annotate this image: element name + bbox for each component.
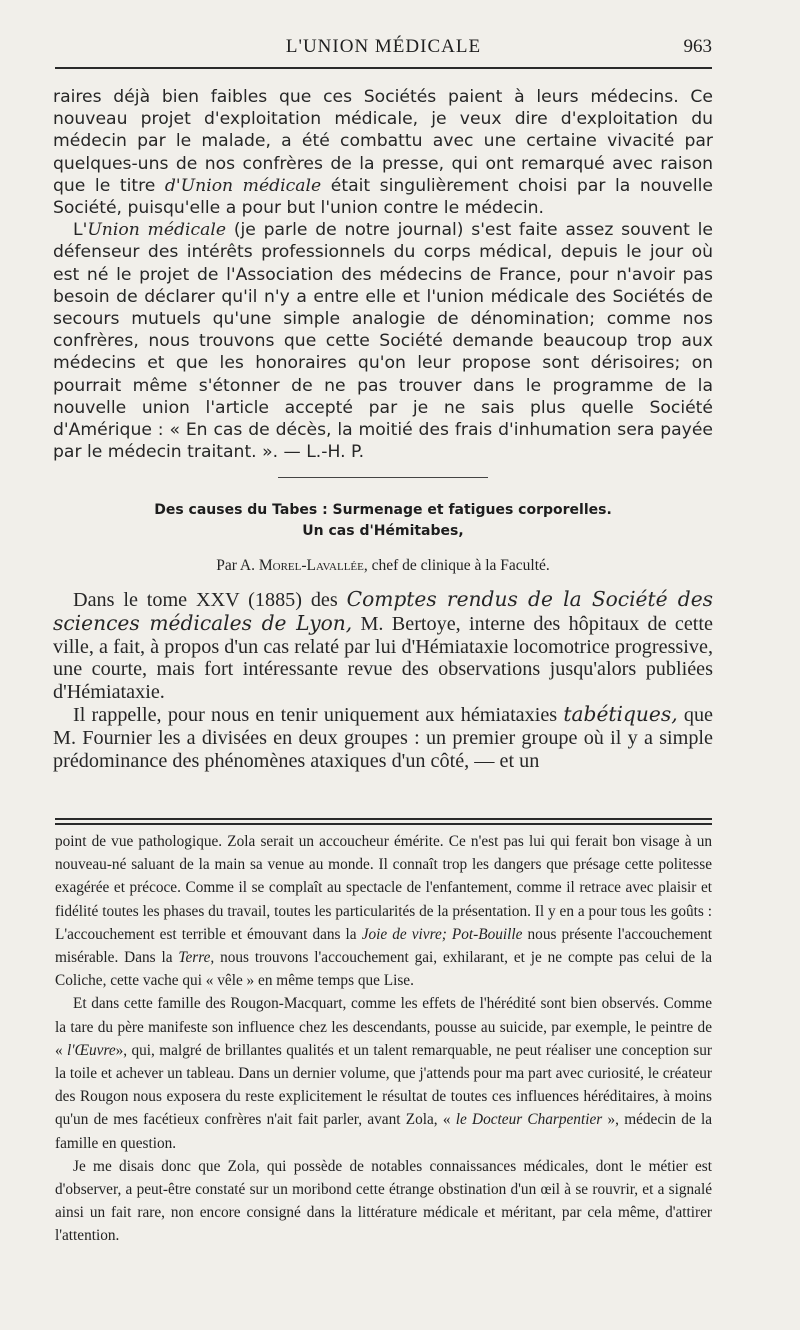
fn1-b: nous présente l'accouchement misérable. Dans la — [55, 925, 713, 967]
page-header — [55, 32, 712, 62]
article-title-line-1: Des causes du Tabes : Surmenage et fatigues corporelles. — [154, 502, 612, 519]
article-title-line-2: Un cas d'Hémitabes, — [302, 523, 464, 540]
running-title: L'UNION MÉDICALE — [285, 36, 482, 57]
article-title — [53, 500, 713, 542]
para1-b: M. Bertoye, interne des hôpitaux de cette ville, a fait, à propos d'un cas relaté par lui d'Hémiataxie locomotrice progressive, une courte, mais fort intéressante revue des observations jusqu'alors publiées d'Hémiataxie. — [53, 613, 713, 703]
para2-a: Il rappelle, pour nous en tenir uniquement aux hémiataxies — [73, 704, 558, 727]
fn2-italic-1: l'Œuvre — [67, 1041, 116, 1059]
article-paragraph-2 — [53, 703, 713, 772]
p2-italic: Union médicale — [87, 220, 227, 241]
para2-b: que M. Fournier les a divisées en deux groupes : un premier groupe où il y a simple prédominance des phénomènes ataxiques d'un côté, — et un — [53, 704, 714, 772]
fn1-italic-2: Terre, — [178, 949, 215, 967]
page-number: 963 — [683, 36, 712, 57]
fn2-c: », médecin de la famille en question. — [55, 1111, 712, 1152]
footnote-rules — [55, 818, 712, 828]
fn1-a: point de vue pathologique. Zola serait un accoucheur émérite. Ce n'est pas lui qui ferait bon visage à un nouveau-né saluant de la main sa venue au monde. Il connaît trop les dangers que présage cette politesse exagérée et précoce. Comme il se complaît au spectacle de l'enfantement, comme il retrace avec plaisir et fidélité toutes les phases du travail, toutes les particularités de la présentation. Il y en a pour tous les goûts : L'accouchement est terrible et émouvant dans la — [55, 833, 712, 943]
footnote — [55, 830, 712, 1248]
para2-italic: tabétiques, — [563, 702, 678, 727]
byline-author: Morel-Lavallée, — [258, 557, 368, 575]
byline-prefix: Par A. — [216, 557, 255, 575]
p1-end: était singulièrement choisi par la nouvelle Société, puisqu'elle a pour but l'union contre le médecin. — [53, 175, 714, 219]
article-byline — [53, 556, 713, 576]
section-divider — [278, 477, 488, 478]
footnote-rule-2 — [55, 823, 712, 825]
p2-rest: (je parle de notre journal) s'est faite assez souvent le défenseur des intérêts professionnels du corps médical, depuis le jour où est né le projet de l'Association des médecins de France, pour n'avoir pas besoin de déclarer qu'il n'y a entre elle et l'union médicale des Sociétés de secours mutuels qu'une simple analogie de dénomination; comme nos confrères, nous trouvons que cette Société demande beaucoup trop aux médecins et que les honoraires qu'on leur propose sont dérisoires; on pourrait même s'étonner de ne pas trouver dans le programme de la nouvelle union l'article accepté par je ne sais plus quelle Société d'Amérique : « En cas de décès, la moitié des frais d'inhumation sera payée par le médecin traitant. ». — L.-H. P. — [53, 220, 713, 463]
fn2-a: Et dans cette famille des Rougon-Macquart, comme les effets de l'hérédité sont bien observés. Comme la tare du père manifeste son influence chez les descendants, pousse au suicide, par exemple, le peintre de « — [55, 995, 712, 1059]
article-body — [53, 588, 713, 772]
fn1-italic-1: Joie de vivre; Pot-Bouille — [361, 925, 523, 943]
footnote-paragraph-3: Je me disais donc que Zola, qui possède de notables connaissances médicales, dont le métier est d'observer, a peut-être constaté sur un moribond cette étrange obstination d'un œil à se rouvrir, et a signalé ainsi un fait rare, non encore consigné dans la littérature médicale et méritant, par cela même, d'attirer l'attention. — [55, 1157, 712, 1245]
p1-text: raires déjà bien faibles que ces Sociétés paient à leurs médecins. Ce nouveau projet d'exploitation médicale, je veux dire d'exploitation du médecin par le malade, a été combattu avec une certaine vivacité par quelques-uns de nos confrères de la presse, qui ont remarqué avec raison que le titre — [53, 87, 713, 196]
p2-start: L' — [73, 220, 88, 241]
footnote-rule-1 — [55, 818, 712, 820]
closing-paragraph-1 — [53, 86, 713, 219]
p1-italic: d'Union médicale — [164, 175, 322, 196]
footnote-paragraph-1 — [55, 830, 712, 992]
closing-paragraph-2 — [53, 219, 713, 463]
para1-italic: Comptes rendus de la Société des sciences médicales de Lyon, — [53, 587, 714, 636]
para1-a: Dans le tome XXV (1885) des — [73, 589, 338, 612]
fn2-b: », qui, malgré de brillantes qualités et un talent remarquable, ne peut réaliser une conception sur la toile et achever un tableau. Dans un dernier volume, que j'attends pour ma part avec curiosité, le créateur des Rougon nous exposera du reste explicitement le résultat de toutes ces influences héréditaires, à moins qu'un de mes facétieux confrères n'ait fait parler, avant Zola, « — [55, 1041, 712, 1129]
byline-suffix: chef de clinique à la Faculté. — [371, 557, 550, 575]
fn2-italic-2: le Docteur Charpentier — [455, 1111, 603, 1129]
main-column — [53, 86, 713, 772]
header-rule — [55, 67, 712, 69]
fn1-c: nous trouvons l'accouchement gai, exhilarant, et je ne compte pas celui de la Coliche, cette vache qui « vêle » en même temps que Lise. — [55, 949, 713, 990]
article-paragraph-1 — [53, 588, 713, 703]
footnote-paragraph-2 — [55, 992, 712, 1154]
